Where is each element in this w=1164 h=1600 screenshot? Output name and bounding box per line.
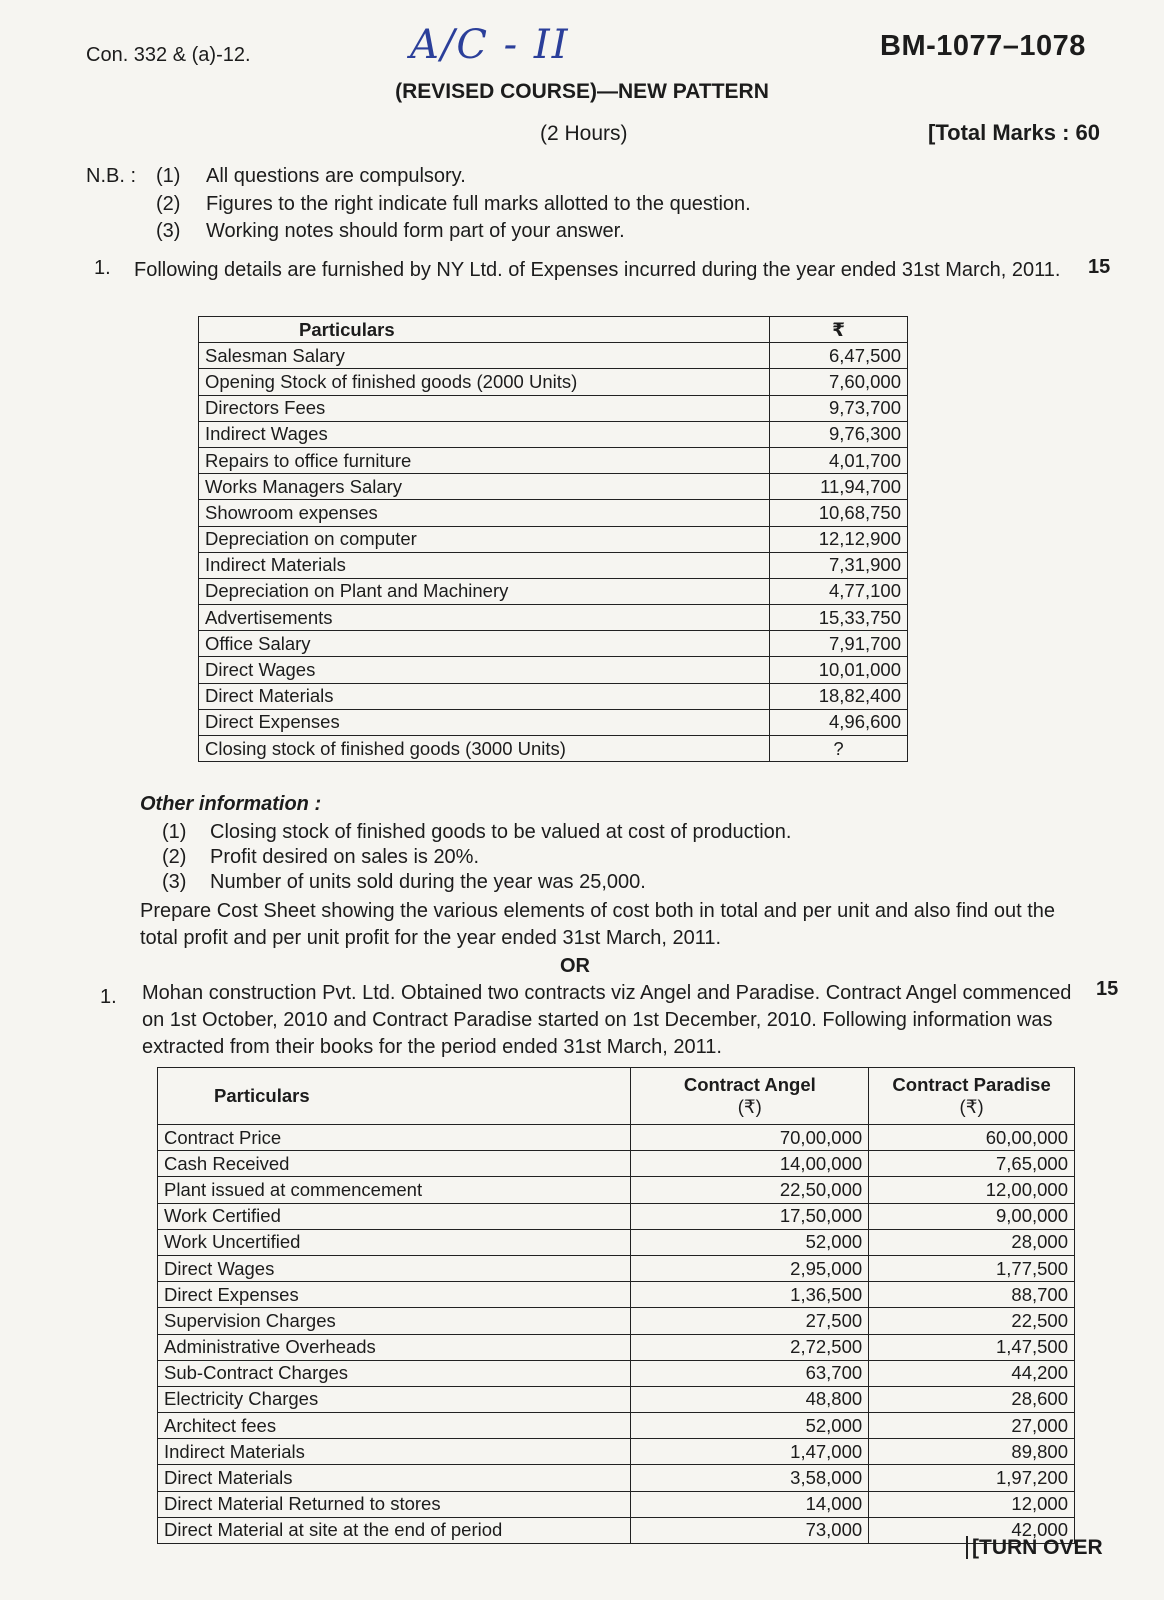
- particular-cell: Salesman Salary: [199, 343, 770, 369]
- angel-amount-cell: 22,50,000: [631, 1177, 869, 1203]
- info-text: Number of units sold during the year was 25,000.: [210, 871, 646, 893]
- particular-cell: Work Certified: [158, 1203, 631, 1229]
- paradise-amount-cell: 42,000: [869, 1517, 1075, 1543]
- question-instruction: Prepare Cost Sheet showing the various elements of cost both in total and per unit and also find out the total profit and per unit profit for the year ended 31st March, 2011.: [140, 900, 1056, 949]
- table-row: [199, 605, 908, 631]
- amount-cell: 6,47,500: [770, 343, 908, 369]
- angel-label: Contract Angel: [683, 1074, 816, 1095]
- expenses-table: [198, 316, 908, 762]
- info-number: (1): [162, 821, 187, 843]
- table-row: [199, 709, 908, 735]
- instruction-number: (1): [156, 165, 181, 187]
- header-rupee: ₹: [770, 317, 908, 343]
- table-row: [158, 1360, 1075, 1386]
- question-marks: 15: [1096, 978, 1119, 1000]
- particular-cell: Plant issued at commencement: [158, 1177, 631, 1203]
- table-row: [199, 683, 908, 709]
- header-particulars: Particulars: [158, 1068, 631, 1125]
- turn-over-text: [TURN OVER: [966, 1536, 1103, 1559]
- or-separator: OR: [560, 955, 590, 977]
- angel-amount-cell: 48,800: [631, 1386, 869, 1412]
- paradise-amount-cell: 88,700: [869, 1282, 1075, 1308]
- table-header-row: [158, 1068, 1075, 1125]
- angel-amount-cell: 52,000: [631, 1229, 869, 1255]
- angel-amount-cell: 17,50,000: [631, 1203, 869, 1229]
- particular-cell: Contract Price: [158, 1125, 631, 1151]
- paradise-amount-cell: 1,97,200: [869, 1465, 1075, 1491]
- particular-cell: Direct Material Returned to stores: [158, 1491, 631, 1517]
- amount-cell: 15,33,750: [770, 605, 908, 631]
- angel-amount-cell: 1,36,500: [631, 1282, 869, 1308]
- particular-cell: Showroom expenses: [199, 500, 770, 526]
- angel-amount-cell: 14,000: [631, 1491, 869, 1517]
- particular-cell: Direct Materials: [199, 683, 770, 709]
- paradise-amount-cell: 22,500: [869, 1308, 1075, 1334]
- table-row: [158, 1386, 1075, 1412]
- amount-cell: ?: [770, 736, 908, 762]
- particular-cell: Repairs to office furniture: [199, 447, 770, 473]
- table-row: [158, 1439, 1075, 1465]
- amount-cell: 4,77,100: [770, 578, 908, 604]
- amount-cell: 11,94,700: [770, 474, 908, 500]
- particular-cell: Indirect Materials: [158, 1439, 631, 1465]
- info-text: Closing stock of finished goods to be valued at cost of production.: [210, 821, 792, 843]
- particular-cell: Direct Materials: [158, 1465, 631, 1491]
- particular-cell: Opening Stock of finished goods (2000 Units): [199, 369, 770, 395]
- header-contract-paradise: [869, 1068, 1075, 1125]
- other-info-list: [162, 820, 791, 895]
- angel-amount-cell: 27,500: [631, 1308, 869, 1334]
- paradise-amount-cell: 89,800: [869, 1439, 1075, 1465]
- table-row: [199, 395, 908, 421]
- paradise-amount-cell: 60,00,000: [869, 1125, 1075, 1151]
- particular-cell: Directors Fees: [199, 395, 770, 421]
- paradise-amount-cell: 1,47,500: [869, 1334, 1075, 1360]
- table-row: [199, 657, 908, 683]
- table-row: [199, 500, 908, 526]
- angel-amount-cell: 14,00,000: [631, 1151, 869, 1177]
- turn-over: [966, 1536, 1103, 1560]
- paradise-amount-cell: 28,000: [869, 1229, 1075, 1255]
- table-row: [158, 1413, 1075, 1439]
- paper-id: BM-1077–1078: [880, 30, 1086, 62]
- paradise-amount-cell: 1,77,500: [869, 1255, 1075, 1281]
- table-row: [158, 1255, 1075, 1281]
- paradise-amount-cell: 27,000: [869, 1413, 1075, 1439]
- table-row: [199, 526, 908, 552]
- amount-cell: 12,12,900: [770, 526, 908, 552]
- angel-amount-cell: 1,47,000: [631, 1439, 869, 1465]
- table-row: [199, 421, 908, 447]
- angel-amount-cell: 2,72,500: [631, 1334, 869, 1360]
- table-row: [199, 736, 908, 762]
- exam-code: Con. 332 & (a)-12.: [86, 44, 251, 66]
- table-row: [158, 1334, 1075, 1360]
- instruction-1: [86, 163, 751, 191]
- angel-amount-cell: 52,000: [631, 1413, 869, 1439]
- table-row: [199, 631, 908, 657]
- table-row: [158, 1151, 1075, 1177]
- table-row: [158, 1465, 1075, 1491]
- amount-cell: 18,82,400: [770, 683, 908, 709]
- particular-cell: Depreciation on Plant and Machinery: [199, 578, 770, 604]
- particular-cell: Indirect Materials: [199, 552, 770, 578]
- handwritten-note: A/C - II: [410, 22, 570, 68]
- list-item: [162, 820, 791, 845]
- amount-cell: 4,01,700: [770, 447, 908, 473]
- table-row: [199, 343, 908, 369]
- amount-cell: 7,31,900: [770, 552, 908, 578]
- paradise-amount-cell: 44,200: [869, 1360, 1075, 1386]
- info-number: (3): [162, 871, 187, 893]
- particular-cell: Direct Expenses: [158, 1282, 631, 1308]
- total-marks: [Total Marks : 60: [928, 120, 1100, 145]
- instruction-text: Working notes should form part of your answer.: [206, 220, 625, 242]
- table-row: [199, 474, 908, 500]
- question-marks: 15: [1088, 256, 1111, 278]
- table-header-row: [199, 317, 908, 343]
- table-row: [199, 578, 908, 604]
- particular-cell: Direct Wages: [158, 1255, 631, 1281]
- particular-cell: Direct Material at site at the end of period: [158, 1517, 631, 1543]
- question-number: 1.: [100, 986, 117, 1008]
- amount-cell: 7,91,700: [770, 631, 908, 657]
- table-row: [158, 1177, 1075, 1203]
- paradise-amount-cell: 9,00,000: [869, 1203, 1075, 1229]
- particular-cell: Cash Received: [158, 1151, 631, 1177]
- table-row: [158, 1491, 1075, 1517]
- particular-cell: Office Salary: [199, 631, 770, 657]
- particular-cell: Direct Expenses: [199, 709, 770, 735]
- list-item: [162, 870, 791, 895]
- angel-amount-cell: 73,000: [631, 1517, 869, 1543]
- list-item: [162, 845, 791, 870]
- particular-cell: Administrative Overheads: [158, 1334, 631, 1360]
- table-row: [158, 1517, 1075, 1543]
- instruction-text: All questions are compulsory.: [206, 165, 466, 187]
- table-row: [199, 369, 908, 395]
- angel-amount-cell: 2,95,000: [631, 1255, 869, 1281]
- instruction-number: (3): [156, 220, 181, 242]
- particular-cell: Advertisements: [199, 605, 770, 631]
- instruction-number: (2): [156, 192, 181, 215]
- particular-cell: Depreciation on computer: [199, 526, 770, 552]
- angel-amount-cell: 70,00,000: [631, 1125, 869, 1151]
- paradise-unit: (₹): [959, 1096, 984, 1117]
- info-number: (2): [162, 846, 187, 868]
- course-title: (REVISED COURSE)—NEW PATTERN: [395, 80, 769, 103]
- duration: (2 Hours): [540, 122, 628, 145]
- angel-amount-cell: 3,58,000: [631, 1465, 869, 1491]
- table-row: [158, 1282, 1075, 1308]
- instruction-3: [86, 218, 751, 246]
- question-number: 1.: [94, 257, 111, 279]
- table-row: [158, 1308, 1075, 1334]
- paradise-amount-cell: 12,000: [869, 1491, 1075, 1517]
- other-info-title: Other information :: [140, 793, 322, 815]
- paradise-amount-cell: 7,65,000: [869, 1151, 1075, 1177]
- instructions: [86, 163, 751, 246]
- paradise-label: Contract Paradise: [892, 1074, 1051, 1095]
- amount-cell: 10,68,750: [770, 500, 908, 526]
- particular-cell: Sub-Contract Charges: [158, 1360, 631, 1386]
- amount-cell: 4,96,600: [770, 709, 908, 735]
- question-1-intro: Following details are furnished by NY Ltd. of Expenses incurred during the year ended 31st March, 2011.: [134, 259, 1061, 281]
- table-row: [199, 447, 908, 473]
- instruction-text: Figures to the right indicate full marks allotted to the question.: [206, 192, 751, 215]
- nb-label: N.B. :: [86, 165, 137, 187]
- header-contract-angel: [631, 1068, 869, 1125]
- table-row: [158, 1203, 1075, 1229]
- particular-cell: Closing stock of finished goods (3000 Units): [199, 736, 770, 762]
- info-text: Profit desired on sales is 20%.: [210, 846, 480, 868]
- particular-cell: Work Uncertified: [158, 1229, 631, 1255]
- instruction-2: [86, 191, 751, 219]
- paradise-amount-cell: 28,600: [869, 1386, 1075, 1412]
- amount-cell: 10,01,000: [770, 657, 908, 683]
- amount-cell: 9,76,300: [770, 421, 908, 447]
- paradise-amount-cell: 12,00,000: [869, 1177, 1075, 1203]
- particular-cell: Direct Wages: [199, 657, 770, 683]
- particular-cell: Architect fees: [158, 1413, 631, 1439]
- angel-amount-cell: 63,700: [631, 1360, 869, 1386]
- particular-cell: Electricity Charges: [158, 1386, 631, 1412]
- angel-unit: (₹): [737, 1096, 762, 1117]
- amount-cell: 9,73,700: [770, 395, 908, 421]
- particular-cell: Works Managers Salary: [199, 474, 770, 500]
- particular-cell: Indirect Wages: [199, 421, 770, 447]
- table-row: [158, 1229, 1075, 1255]
- question-1-alt-intro: Mohan construction Pvt. Ltd. Obtained two contracts viz Angel and Paradise. Contract Angel commenced on 1st October, 2010 and Contract Paradise started on 1st December, 2010. Following information was extracted from their books for the period ended 31st March, 2011.: [142, 982, 1072, 1058]
- amount-cell: 7,60,000: [770, 369, 908, 395]
- particular-cell: Supervision Charges: [158, 1308, 631, 1334]
- table-row: [158, 1125, 1075, 1151]
- table-row: [199, 552, 908, 578]
- contracts-table: [157, 1067, 1075, 1544]
- header-particulars: Particulars: [199, 317, 770, 343]
